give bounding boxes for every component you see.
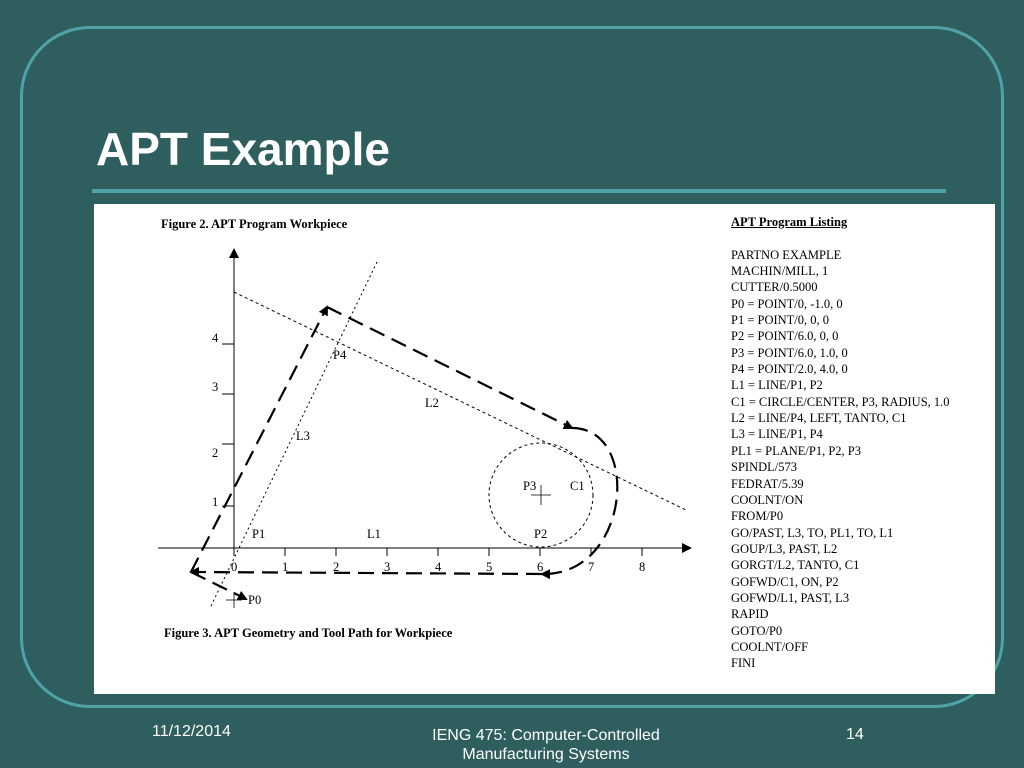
figure-panel [94,204,995,694]
listing-line: GOTO/P0 [731,623,783,638]
label-l1: L1 [367,527,381,541]
listing-line: GO/PAST, L3, TO, PL1, TO, L1 [731,525,894,540]
label-c1: C1 [570,479,585,493]
figure2-caption: Figure 2. APT Program Workpiece [161,217,348,231]
label-p4: P4 [333,348,347,362]
line-l3 [211,260,378,606]
listing-line: GOFWD/C1, ON, P2 [731,574,839,589]
x-tick-0: 0 [231,560,238,574]
listing-line: GORGT/L2, TANTO, C1 [731,558,860,573]
footer-course-line2: Manufacturing Systems [462,746,630,763]
listing-line: FROM/P0 [731,509,784,524]
footer-date: 11/12/2014 [152,723,231,740]
listing-line: P2 = POINT/6.0, 0, 0 [731,329,839,344]
label-p3: P3 [523,479,537,493]
listing-line: PL1 = PLANE/P1, P2, P3 [731,443,861,458]
x-tick-marks [234,548,642,556]
listing-line: P1 = POINT/0, 0, 0 [731,313,830,328]
y-tick-marks [222,344,234,506]
label-p0: P0 [248,593,262,607]
listing-line: GOUP/L3, PAST, L2 [731,541,838,556]
tool-path [191,307,617,599]
listing-line: RAPID [731,607,769,622]
slide-title: APT Example [96,123,390,175]
listing-line: SPINDL/573 [731,460,797,475]
label-p2: P2 [534,527,548,541]
listing-line: MACHIN/MILL, 1 [731,264,829,279]
y-tick-1: 1 [212,495,219,509]
x-tick-2: 2 [333,560,340,574]
footer-page-number: 14 [846,726,864,743]
footer-course [386,726,706,764]
listing-line: COOLNT/ON [731,492,804,507]
listing-line: PARTNO EXAMPLE [731,247,842,262]
listing-line: L3 = LINE/P1, P4 [731,427,823,442]
y-tick-3: 3 [212,380,219,394]
listing-line: P0 = POINT/0, -1.0, 0 [731,296,843,311]
x-tick-5: 5 [486,560,493,574]
x-tick-8: 8 [639,560,646,574]
listing-line: COOLNT/OFF [731,639,809,654]
listing-line: L1 = LINE/P1, P2 [731,378,823,393]
x-tick-7: 7 [588,560,595,574]
y-tick-2: 2 [212,446,219,460]
listing-line: CUTTER/0.5000 [731,280,818,295]
listing-line: FINI [731,656,756,671]
title-underline [92,189,946,193]
listing-line: GOFWD/L1, PAST, L3 [731,590,850,605]
apt-program-listing [731,214,950,672]
line-l2 [234,292,686,510]
listing-spacer [731,230,950,246]
listing-line: L2 = LINE/P4, LEFT, TANTO, C1 [731,411,907,426]
footer-course-line1: IENG 475: Computer-Controlled [432,727,660,744]
x-tick-4: 4 [435,560,442,574]
listing-line: P3 = POINT/6.0, 1.0, 0 [731,345,848,360]
listing-title: APT Program Listing [731,215,848,229]
listing-line: P4 = POINT/2.0, 4.0, 0 [731,362,848,377]
listing-line: FEDRAT/5.39 [731,476,804,491]
label-l3: L3 [296,429,310,443]
y-tick-4: 4 [212,331,219,345]
figure3-caption: Figure 3. APT Geometry and Tool Path for Workpiece [164,626,453,640]
x-tick-3: 3 [384,560,391,574]
x-tick-6: 6 [537,560,544,574]
label-l2: L2 [425,396,439,410]
label-p1: P1 [252,527,266,541]
x-tick-1: 1 [282,560,289,574]
p0-cross [226,592,242,608]
listing-line: C1 = CIRCLE/CENTER, P3, RADIUS, 1.0 [731,394,950,409]
